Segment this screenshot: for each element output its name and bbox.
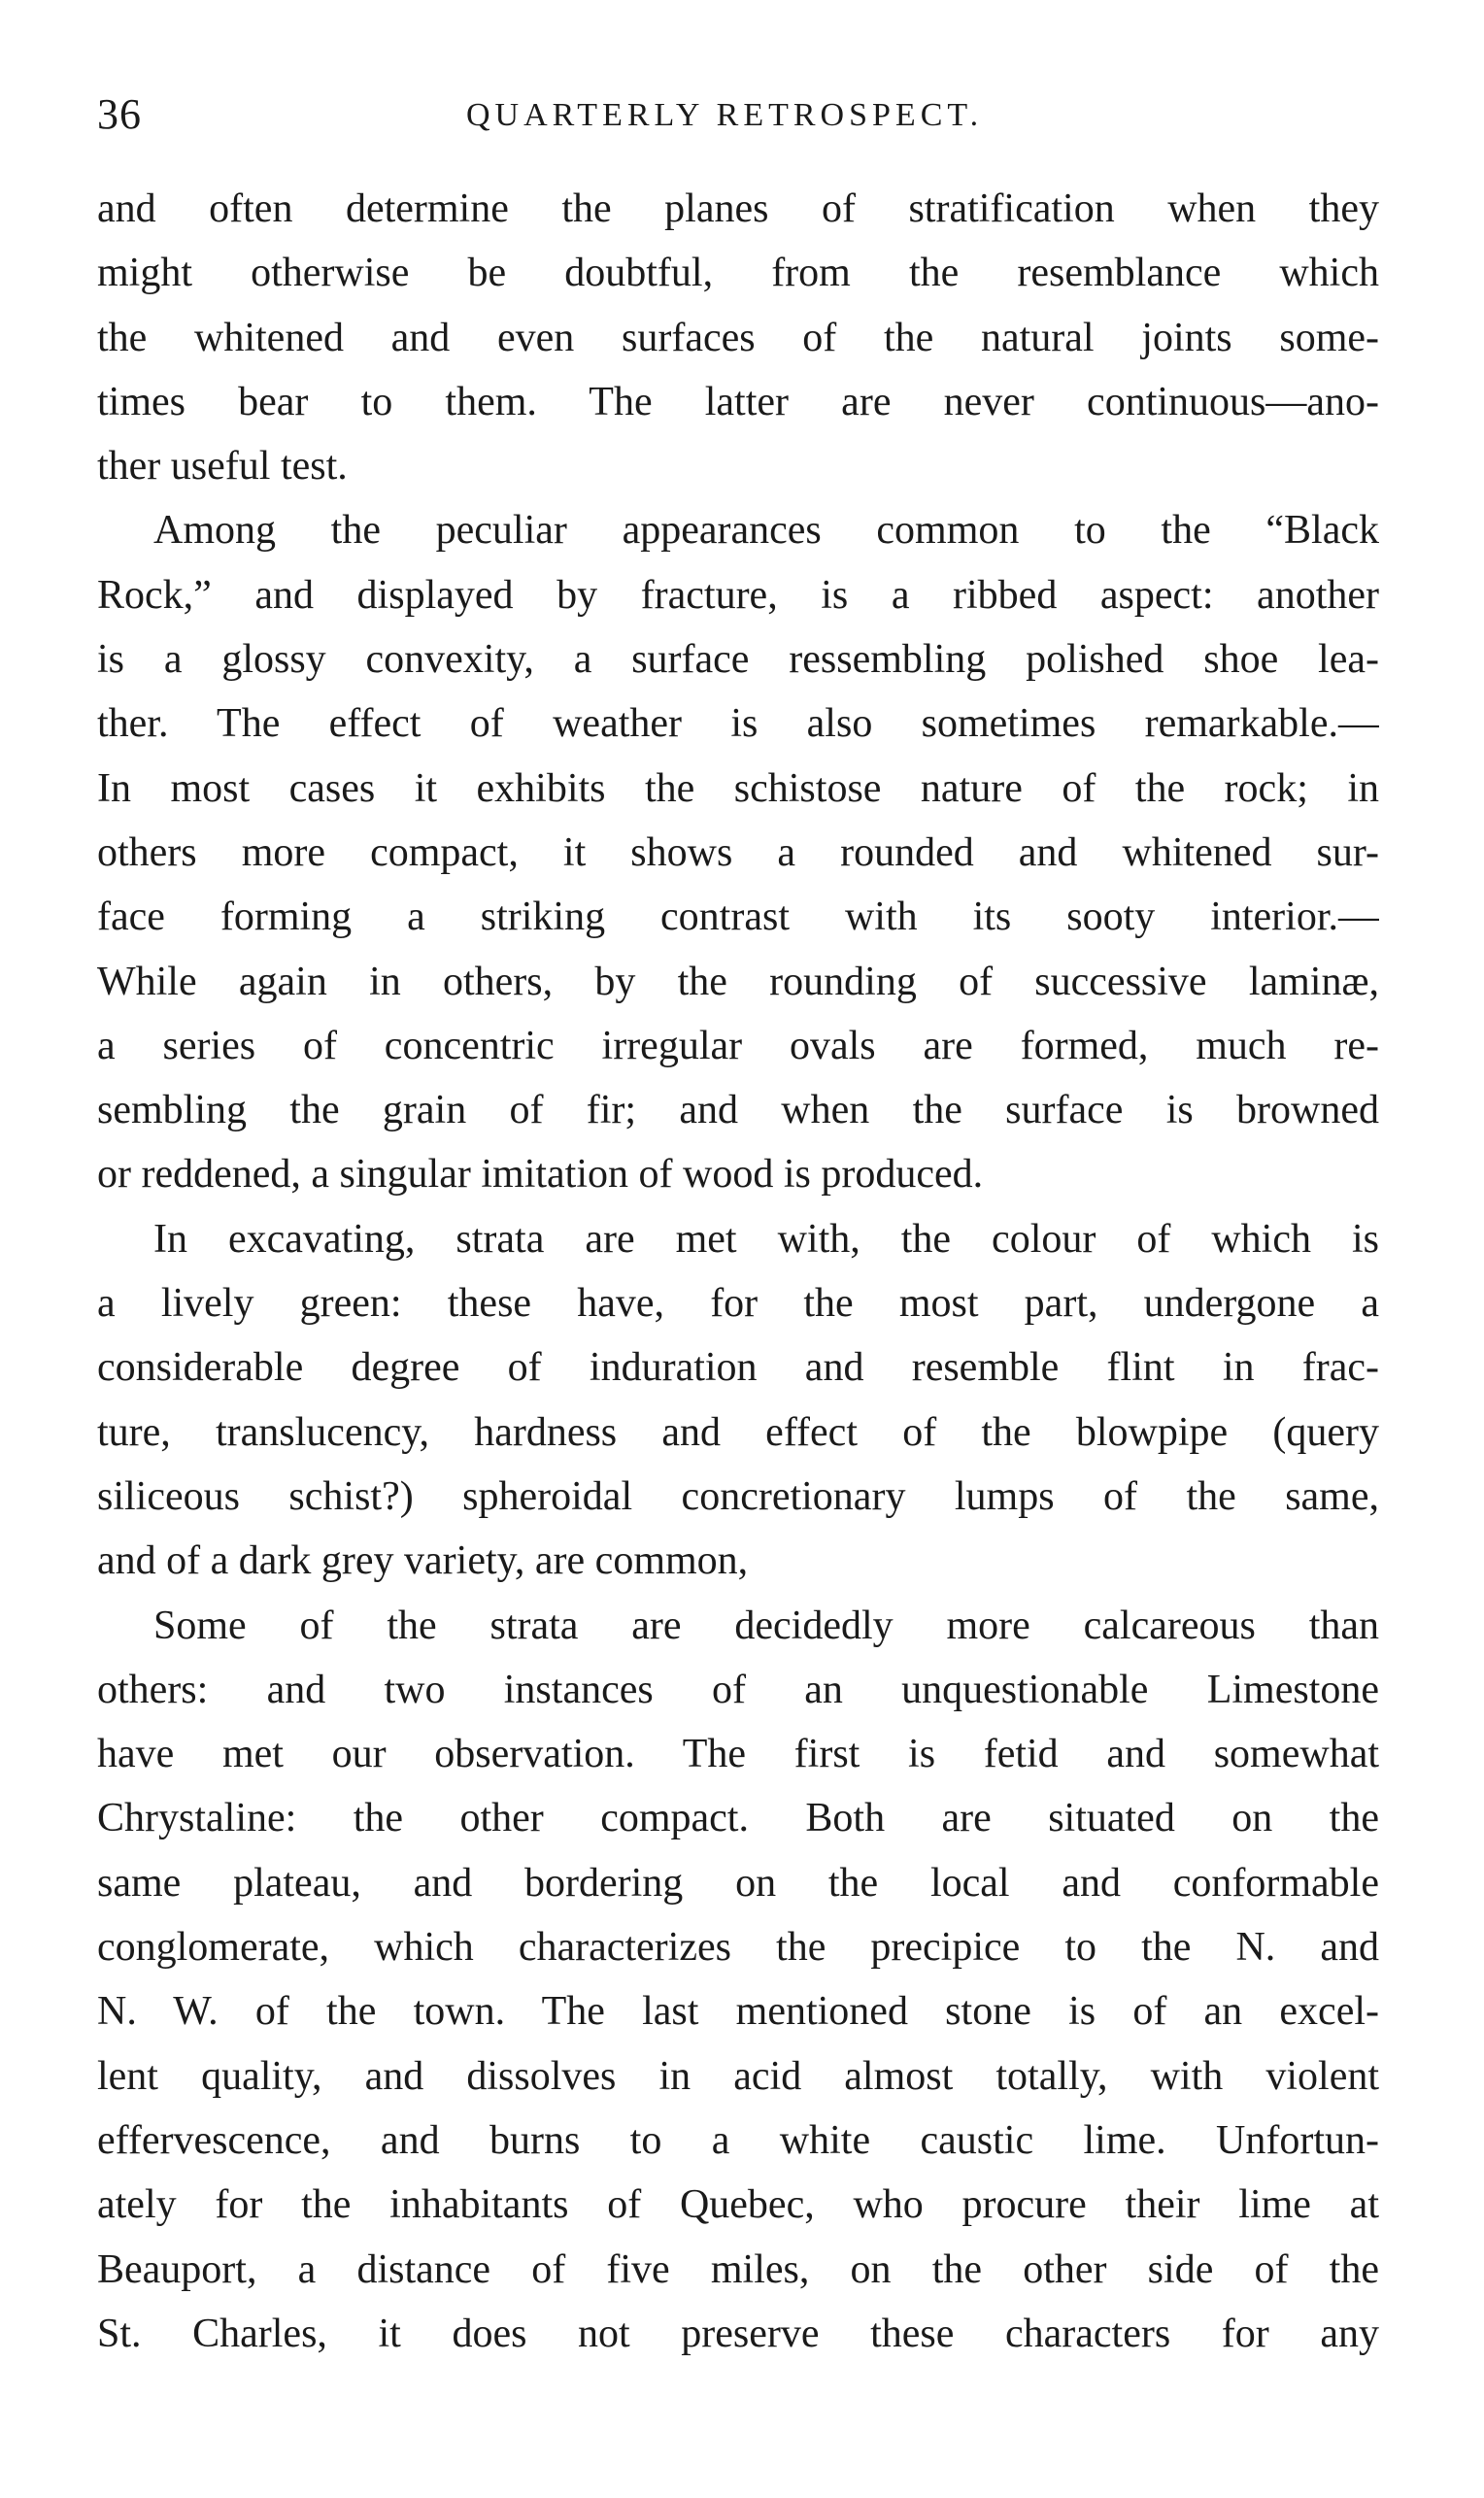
text-line: a lively green: these have, for the most part, undergone a <box>97 1281 1379 1327</box>
paragraph <box>97 498 1379 1206</box>
text-line: times bear to them. The latter are never continuous—ano- <box>97 379 1379 424</box>
text-line: Among the peculiar appearances common to the “Black <box>153 508 1379 554</box>
text-line: siliceous schist?) spheroidal concretionary lumps of the same, <box>97 1473 1379 1519</box>
text-line: the whitened and even surfaces of the natural joints some- <box>97 315 1379 360</box>
text-line: ture, translucency, hardness and effect of the blowpipe (query <box>97 1409 1379 1455</box>
text-line: N. W. of the town. The last mentioned stone is of an excel- <box>97 1989 1379 2035</box>
text-line: might otherwise be doubtful, from the resemblance which <box>97 251 1379 296</box>
text-line: Beauport, a distance of five miles, on the other side of the <box>97 2246 1379 2292</box>
page-number: 36 <box>97 90 142 138</box>
paragraph <box>97 177 1379 498</box>
text-line: ately for the inhabitants of Quebec, who procure their lime at <box>97 2182 1379 2228</box>
text-line: Chrystaline: the other compact. Both are situated on the <box>97 1796 1379 1841</box>
page-header <box>97 89 1379 148</box>
text-line: considerable degree of induration and resemble flint in frac- <box>97 1345 1379 1391</box>
text-line: ther useful test. <box>97 444 348 489</box>
text-line: In most cases it exhibits the schistose nature of the rock; in <box>97 765 1379 811</box>
paragraph <box>97 1594 1379 2367</box>
text-line: lent quality, and dissolves in acid almost totally, with violent <box>97 2053 1379 2099</box>
text-line: ther. The effect of weather is also sometimes remarkable.— <box>97 701 1379 747</box>
running-head: QUARTERLY RETROSPECT. <box>466 97 984 133</box>
text-line: face forming a striking contrast with its sooty interior.— <box>97 895 1379 940</box>
text-line: and often determine the planes of stratification when they <box>97 186 1379 231</box>
text-line: is a glossy convexity, a surface ressembling polished shoe lea- <box>97 637 1379 683</box>
text-line: Some of the strata are decidedly more calcareous than <box>153 1603 1379 1648</box>
text-line: others: and two instances of an unquestionable Limestone <box>97 1667 1379 1712</box>
text-line: a series of concentric irregular ovals are formed, much re- <box>97 1023 1379 1068</box>
text-line: St. Charles, it does not preserve these characters for any <box>97 2311 1379 2356</box>
text-line: Rock,” and displayed by fracture, is a ribbed aspect: another <box>97 572 1379 618</box>
text-line: conglomerate, which characterizes the precipice to the N. and <box>97 1925 1379 1971</box>
paragraph <box>97 1207 1379 1594</box>
text-line: others more compact, it shows a rounded and whitened sur- <box>97 829 1379 875</box>
text-line: sembling the grain of fir; and when the surface is browned <box>97 1088 1379 1133</box>
text-line: effervescence, and burns to a white caustic lime. Unfortun- <box>97 2117 1379 2163</box>
text-line: and of a dark grey variety, are common, <box>97 1538 749 1584</box>
body-text <box>97 177 1379 2366</box>
text-line: In excavating, strata are met with, the colour of which is <box>153 1216 1379 1262</box>
text-line: While again in others, by the rounding of successive laminæ, <box>97 959 1379 1004</box>
text-line: or reddened, a singular imitation of wood is produced. <box>97 1152 984 1198</box>
text-line: have met our observation. The first is fetid and somewhat <box>97 1732 1379 1777</box>
text-line: same plateau, and bordering on the local and conformable <box>97 1860 1379 1906</box>
